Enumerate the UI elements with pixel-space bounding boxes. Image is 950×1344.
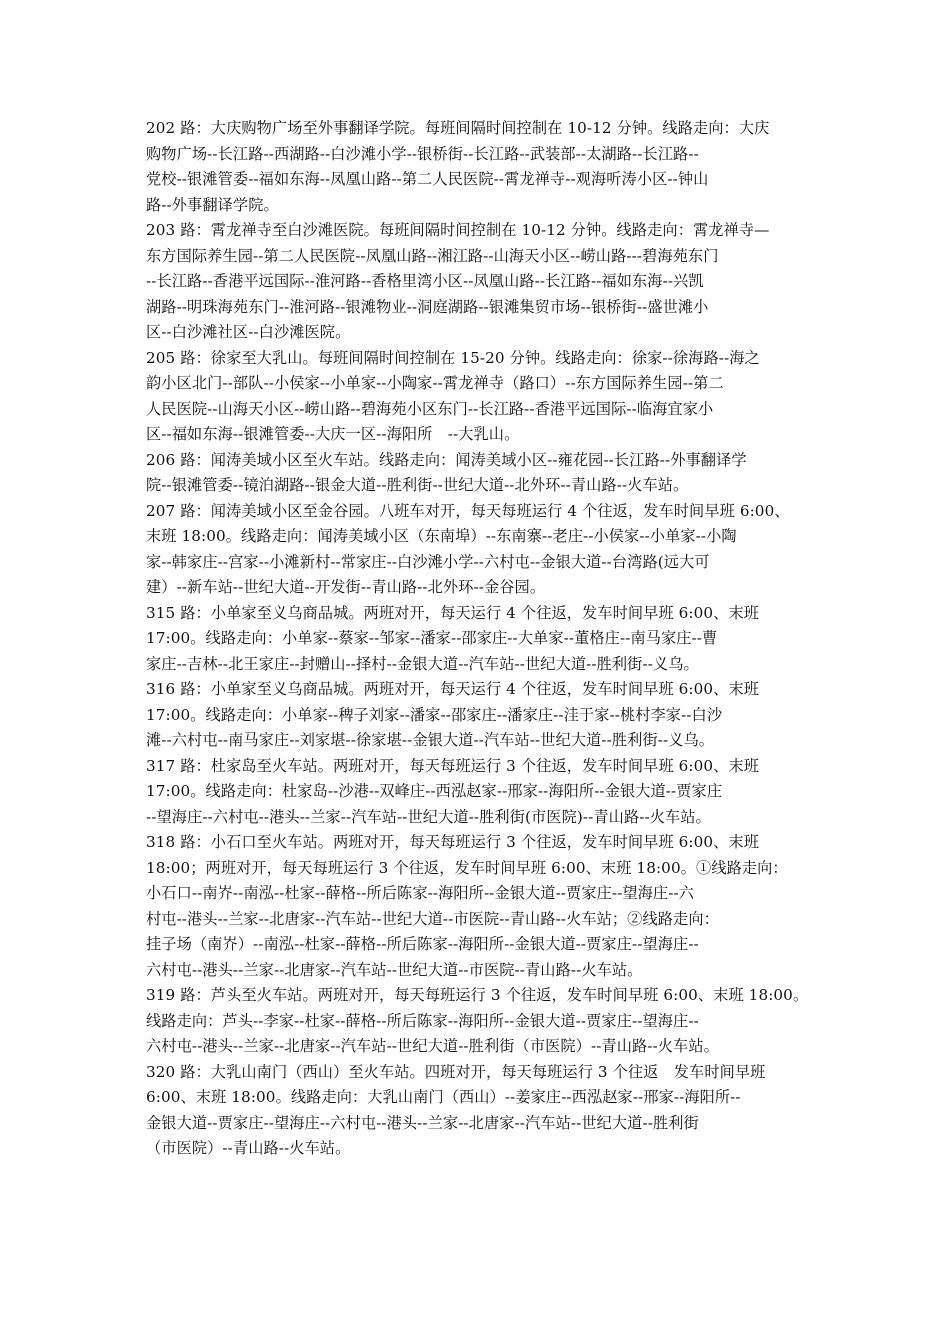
- route-317-paragraph: [146, 754, 814, 831]
- text-line: 小石口--南岕--南泓--杜家--薛格--所后陈家--海阳所--金银大道--贾家庄--望海庄--六: [146, 884, 694, 902]
- route-207-paragraph: [146, 499, 814, 601]
- text-line: 318 路：小石口至火车站。两班对开，每天每班运行 3 个往返，发车时间早班 6:00、末班: [146, 833, 760, 851]
- text-line: 区--福如东海--银滩管委--大庆一区--海阳所 --大乳山。: [146, 425, 520, 443]
- text-line: 17:00。线路走向：杜家岛--沙港--双峰庄--西泓赵家--邢家--海阳所--金银大道--贾家庄: [146, 782, 723, 800]
- text-line: 购物广场--长江路--西湖路--白沙滩小学--银桥街--长江路--武装部--太湖路--长江路--: [146, 144, 699, 163]
- text-line: 韵小区北门--部队--小侯家--小单家--小陶家--霄龙禅寺（路口）--东方国际养生园--第二: [146, 374, 724, 392]
- text-line: 207 路：闻涛美域小区至金谷园。八班车对开，每天每班运行 4 个往返，发车时间早班 6:00、: [146, 501, 790, 520]
- text-line: 湖路--明珠海苑东门--淮河路--银滩物业--洞庭湖路--银滩集贸市场--银桥街--盛世滩小: [146, 297, 709, 316]
- text-line: 党校--银滩管委--福如东海--凤凰山路--第二人民医院--霄龙禅寺--观海听涛小区--钟山: [146, 170, 709, 188]
- text-line: 院--银滩管委--镜泊湖路--银金大道--胜利街--世纪大道--北外环--青山路--火车站。: [146, 476, 689, 494]
- route-320-paragraph: [146, 1060, 814, 1162]
- route-319-paragraph: [146, 983, 814, 1060]
- text-line: 315 路：小单家至义乌商品城。两班对开，每天运行 4 个往返，发车时间早班 6:00、末班: [146, 603, 760, 622]
- text-line: 6:00、末班 18:00。线路走向：大乳山南门（西山）--姜家庄--西泓赵家--邢家--海阳所--: [146, 1088, 741, 1106]
- text-line: 金银大道--贾家庄--望海庄--六村屯--港头--兰家--北唐家--汽车站--世纪大道--胜利街: [146, 1113, 699, 1132]
- text-line: 挂子场（南岕）--南泓--杜家--薛格--所后陈家--海阳所--金银大道--贾家庄--望海庄--: [146, 935, 699, 953]
- route-202-paragraph: [146, 116, 814, 218]
- text-line: 人民医院--山海天小区--崂山路--碧海苑小区东门--长江路--香港平远国际--临海宜家小: [146, 399, 714, 418]
- text-line: 村屯--港头--兰家--北唐家--汽车站--世纪大道--市医院--青山路--火车站；②线路走向：: [146, 909, 719, 928]
- text-line: 滩--六村屯--南马家庄--刘家堪--徐家堪--金银大道--汽车站--世纪大道--胜利街--义乌。: [146, 731, 715, 749]
- text-line: （市医院）--青山路--火车站。: [146, 1139, 351, 1157]
- text-line: --长江路--香港平远国际--淮河路--香格里湾小区--凤凰山路--长江路--福如东海--兴凯: [146, 272, 704, 290]
- text-line: 320 路：大乳山南门（西山）至火车站。四班对开，每天每班运行 3 个往返 发车时间早班: [146, 1062, 766, 1081]
- text-line: 206 路：闻涛美域小区至火车站。线路走向：闻涛美域小区--雍花园--长江路--外事翻译学: [146, 450, 747, 469]
- text-line: 东方国际养生园--第二人民医院--凤凰山路--湘江路--山海天小区--崂山路---碧海苑东门: [146, 246, 719, 265]
- text-line: 18:00；两班对开，每天每班运行 3 个往返，发车时间早班 6:00、末班 18:00。①线路走向：: [146, 858, 788, 877]
- text-line: 17:00。线路走向：小单家--稗子刘家--潘家--邵家庄--潘家庄--洼于家--桃村李家--白沙: [146, 705, 723, 724]
- text-line: 建）--新车站--世纪大道--开发街--青山路--北外环--金谷园。: [146, 578, 546, 596]
- text-line: 203 路：霄龙禅寺至白沙滩医院。每班间隔时间控制在 10-12 分钟。线路走向：霄龙禅寺—: [146, 221, 770, 239]
- route-206-paragraph: [146, 448, 814, 499]
- route-316-paragraph: [146, 677, 814, 754]
- text-line: 202 路：大庆购物广场至外事翻译学院。每班间隔时间控制在 10-12 分钟。线路走向：大庆: [146, 119, 770, 137]
- route-205-paragraph: [146, 346, 814, 448]
- text-line: 区--白沙滩社区--白沙滩医院。: [146, 323, 351, 341]
- text-line: 线路走向：芦头--李家--杜家--薛格--所后陈家--海阳所--金银大道--贾家庄--望海庄--: [146, 1011, 699, 1030]
- text-line: 六村屯--港头--兰家--北唐家--汽车站--世纪大道--胜利街（市医院）--青山路--火车站。: [146, 1037, 719, 1055]
- route-203-paragraph: [146, 218, 814, 346]
- route-315-paragraph: [146, 601, 814, 678]
- route-318-paragraph: [146, 830, 814, 983]
- text-line: 319 路：芦头至火车站。两班对开，每天每班运行 3 个往返，发车时间早班 6:00、末班 18:00。: [146, 986, 809, 1004]
- text-line: 末班 18:00。线路走向：闻涛美域小区（东南埠）--东南寨--老庄--小侯家--小单家--小陶: [146, 527, 737, 545]
- text-line: --望海庄--六村屯--港头--兰家--汽车站--世纪大道--胜利街(市医院)--青山路--火车站。: [146, 807, 711, 826]
- text-line: 家--韩家庄--宫家--小滩新村--常家庄--白沙滩小学--六村屯--金银大道--台湾路(远大可: [146, 552, 710, 571]
- text-line: 17:00。线路走向：小单家--蔡家--邹家--潘家--邵家庄--大单家--董格庄--南马家庄--曹: [146, 629, 718, 647]
- text-line: 六村屯--港头--兰家--北唐家--汽车站--世纪大道--市医院--青山路--火车站。: [146, 960, 643, 979]
- text-line: 路--外事翻译学院。: [146, 195, 279, 214]
- text-line: 317 路：杜家岛至火车站。两班对开，每天每班运行 3 个往返，发车时间早班 6:00、末班: [146, 756, 760, 775]
- text-line: 316 路：小单家至义乌商品城。两班对开，每天运行 4 个往返，发车时间早班 6:00、末班: [146, 680, 760, 698]
- text-line: 205 路：徐家至大乳山。每班间隔时间控制在 15-20 分钟。线路走向：徐家--徐海路--海之: [146, 348, 760, 367]
- bus-routes-text: [146, 116, 814, 1162]
- text-line: 家庄--吉林--北王家庄--封赠山--择村--金银大道--汽车站--世纪大道--胜利街--义乌。: [146, 654, 699, 673]
